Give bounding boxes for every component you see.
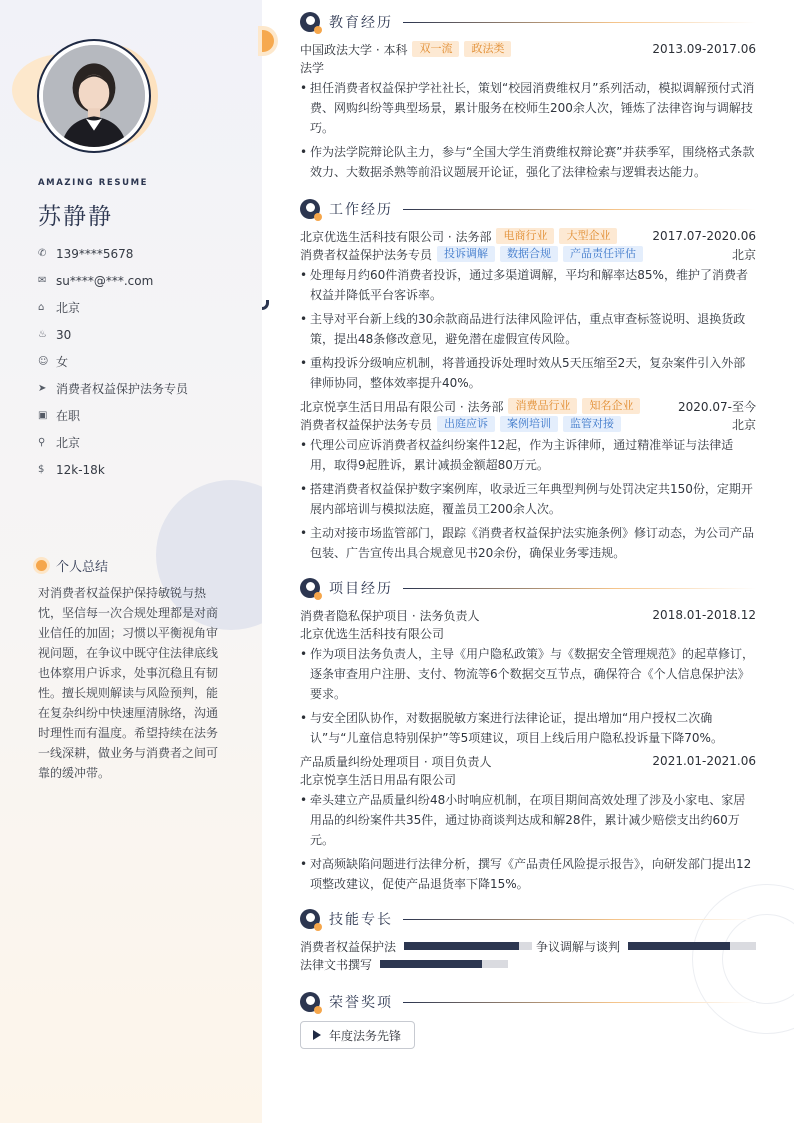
contact-info-text: 30 <box>56 327 72 342</box>
skill-bar-fill <box>628 942 730 950</box>
skill-name: 争议调解与谈判 <box>536 939 621 954</box>
contact-info-text: 12k-18k <box>56 462 105 477</box>
job-city: 北京 <box>731 247 756 262</box>
job-date: 2017.07-2020.06 <box>652 229 756 243</box>
contact-info-text: 女 <box>56 355 69 369</box>
skill-bar <box>380 960 508 968</box>
project-date: 2021.01-2021.06 <box>652 754 756 768</box>
job-city: 北京 <box>731 417 756 432</box>
section-divider <box>403 1002 756 1003</box>
section-header <box>300 11 756 33</box>
skill-name: 法律文书撰写 <box>300 957 373 972</box>
company-name: 北京优选生活科技有限公司 · 法务部 <box>300 229 492 244</box>
skill-item <box>300 955 508 973</box>
skill-item <box>536 937 756 955</box>
job-company-row <box>300 227 756 245</box>
list-item: • 处理每月约60件消费者投诉，通过多渠道调解，平均和解率达85%，维护了消费者权益并降低平台客诉率。 <box>300 265 756 305</box>
project-row <box>300 752 756 770</box>
contact-info-row <box>38 402 188 429</box>
section-divider <box>403 588 756 589</box>
section-title: 教育经历 <box>329 15 393 31</box>
list-item: • 作为项目法务负责人，主导《用户隐私政策》与《数据安全管理规范》的起草修订，逐条审查用户注册、支付、物流等6个数据交互节点，确保符合《个人信息保护法》要求。 <box>300 644 756 704</box>
job-bullets <box>300 265 756 393</box>
project-org-row <box>300 624 756 642</box>
award-name: 年度法务先锋 <box>329 1028 402 1043</box>
education-date: 2013.09-2017.06 <box>652 42 756 56</box>
position-tag: 案例培训 <box>500 416 558 432</box>
contact-info-row <box>38 321 188 348</box>
contact-info-row <box>38 375 188 402</box>
job-date: 2020.07-至今 <box>678 399 756 414</box>
summary-heading <box>36 556 108 575</box>
awards-section <box>300 991 756 1049</box>
section-title: 项目经历 <box>329 581 393 597</box>
job-position-row <box>300 245 756 263</box>
project-row <box>300 606 756 624</box>
salary-icon: $ <box>38 464 45 475</box>
contact-info-row <box>38 240 188 267</box>
school-name: 中国政法大学 · 本科 <box>300 42 408 57</box>
email-icon: ✉ <box>38 275 47 286</box>
project-bullets <box>300 790 756 894</box>
education-section <box>300 11 756 186</box>
sidebar <box>0 0 262 1123</box>
list-item: • 对高频缺陷问题进行法律分析，撰写《产品责任风险提示报告》，向研发部门提出12项整改建议，促使产品退货率下降15%。 <box>300 854 756 894</box>
section-icon <box>300 199 320 219</box>
project-org-row <box>300 770 756 788</box>
list-item: • 搭建消费者权益保护数字案例库，收录近三年典型判例与处罚决定共150份，定期开展内部培训与模拟法庭，覆盖员工200余人次。 <box>300 479 756 519</box>
decorative-half-circle <box>262 30 274 52</box>
project-bullets <box>300 644 756 748</box>
summary-title: 个人总结 <box>56 560 109 575</box>
section-icon <box>300 909 320 929</box>
contact-info-text: 在职 <box>56 409 81 423</box>
school-tag: 政法类 <box>464 41 511 57</box>
company-tag: 知名企业 <box>582 398 640 414</box>
position-tag: 监管对接 <box>563 416 621 432</box>
status-icon: ▣ <box>38 410 48 421</box>
major: 法学 <box>300 60 325 75</box>
contact-info-row <box>38 429 188 456</box>
position-name: 消费者权益保护法务专员 <box>300 247 433 262</box>
cake-icon: ♨ <box>38 329 47 340</box>
contact-info-row <box>38 348 188 375</box>
section-icon <box>300 992 320 1012</box>
job-company-row <box>300 397 756 415</box>
project-entry <box>300 606 756 748</box>
section-header <box>300 198 756 220</box>
decorative-mark <box>262 300 269 310</box>
job-position-row <box>300 415 756 433</box>
person-photo-icon <box>43 45 145 147</box>
position-tag: 产品责任评估 <box>563 246 643 262</box>
candidate-name: 苏静静 <box>38 204 113 230</box>
project-org: 北京优选生活科技有限公司 <box>300 626 445 641</box>
position-tag: 投诉调解 <box>437 246 495 262</box>
avatar-photo <box>43 45 145 147</box>
section-divider <box>403 22 756 23</box>
summary-text: 对消费者权益保护保持敏锐与热忱，坚信每一次合规处理都是对商业信任的加固；习惯以平衡视角审视问题，在争议中既守住法律底线也体察用户诉求，处事沉稳且有韧性。擅长规则解读与风险预判，能在复杂纠纷中快速厘清脉络，沟通时理性而有温度。希望持续在法务一线深耕，做业务与消费者之间可靠的缓冲带。 <box>38 586 219 780</box>
project-entry <box>300 752 756 894</box>
skills-row <box>300 955 756 973</box>
list-item: • 重构投诉分级响应机制，将普通投诉处理时效从5天压缩至2天，复杂案件引入外部律师协同，整体效率提升40%。 <box>300 353 756 393</box>
contact-info-list <box>38 240 188 483</box>
skill-bar <box>628 942 756 950</box>
work-section <box>300 198 756 567</box>
list-item: • 与安全团队协作，对数据脱敏方案进行法律论证，提出增加“用户授权二次确认”与“儿童信息特别保护”等5项建议，项目上线后用户隐私投诉量下降70%。 <box>300 708 756 748</box>
section-header <box>300 908 756 930</box>
skill-name: 消费者权益保护法 <box>300 939 397 954</box>
contact-info-row <box>38 456 188 483</box>
location-icon: ⚲ <box>38 437 46 448</box>
section-title: 技能专长 <box>329 912 393 928</box>
section-header <box>300 991 756 1013</box>
skills-row <box>300 937 756 955</box>
company-tag: 大型企业 <box>559 228 617 244</box>
job-entry <box>300 227 756 393</box>
position-tag: 出庭应诉 <box>437 416 495 432</box>
section-title: 工作经历 <box>329 202 393 218</box>
contact-info-text: 北京 <box>56 301 81 315</box>
section-divider <box>403 919 756 920</box>
education-row <box>300 40 756 58</box>
contact-info-row <box>38 267 188 294</box>
section-icon <box>300 12 320 32</box>
projects-section <box>300 577 756 898</box>
project-name: 消费者隐私保护项目 · 法务负责人 <box>300 608 480 623</box>
project-name: 产品质量纠纷处理项目 · 项目负责人 <box>300 754 492 769</box>
skill-bar-fill <box>380 960 482 968</box>
list-item: • 代理公司应诉消费者权益纠纷案件12起，作为主诉律师，通过精准举证与法律适用，取得9起胜诉，累计减损金额超80万元。 <box>300 435 756 475</box>
contact-info-row <box>38 294 188 321</box>
skill-bar-fill <box>404 942 519 950</box>
list-item: • 主导对平台新上线的30余款商品进行法律风险评估，重点审查标签说明、退换货政策，提出48条修改意见，避免潜在虚假宣传风险。 <box>300 309 756 349</box>
send-icon: ➤ <box>38 383 47 394</box>
section-icon <box>300 578 320 598</box>
contact-info-text: 消费者权益保护法务专员 <box>56 382 189 396</box>
list-item: • 作为法学院辩论队主力，参与“全国大学生消费维权辩论赛”并获季军，围绕格式条款效力、大数据杀熟等前沿议题展开论证，强化了法律检索与逻辑表达能力。 <box>300 142 756 182</box>
section-divider <box>403 209 756 210</box>
home-icon: ⌂ <box>38 302 45 313</box>
company-name: 北京悦享生活日用品有限公司 · 法务部 <box>300 399 504 414</box>
list-item: • 主动对接市场监管部门，跟踪《消费者权益保护法实施条例》修订动态，为公司产品包装、广告宣传出具合规意见书20余份，确保业务零违规。 <box>300 523 756 563</box>
company-tag: 消费品行业 <box>508 398 577 414</box>
section-title: 荣誉奖项 <box>329 995 393 1011</box>
section-header <box>300 577 756 599</box>
list-item: • 牵头建立产品质量纠纷48小时响应机制，在项目期间高效处理了涉及小家电、家居用品的纠纷案件共35件，通过协商谈判达成和解28件，累计减少赔偿支出约60万元。 <box>300 790 756 850</box>
phone-icon: ✆ <box>38 248 47 259</box>
school-tag: 双一流 <box>412 41 459 57</box>
project-org: 北京悦享生活日用品有限公司 <box>300 772 457 787</box>
job-entry <box>300 397 756 563</box>
education-bullets <box>300 78 756 182</box>
contact-info-text: 139****5678 <box>56 246 134 261</box>
gender-icon: ☺ <box>38 356 49 367</box>
project-date: 2018.01-2018.12 <box>652 608 756 622</box>
tagline: AMAZING RESUME <box>38 178 149 188</box>
company-tag: 电商行业 <box>496 228 554 244</box>
job-bullets <box>300 435 756 563</box>
contact-info-text: su****@***.com <box>56 273 154 288</box>
play-triangle-icon <box>313 1030 321 1040</box>
skill-item <box>300 937 532 955</box>
major-row <box>300 58 756 76</box>
award-badge <box>300 1021 415 1049</box>
skills-section <box>300 908 756 973</box>
position-tag: 数据合规 <box>500 246 558 262</box>
position-name: 消费者权益保护法务专员 <box>300 417 433 432</box>
contact-info-text: 北京 <box>56 436 81 450</box>
list-item: • 担任消费者权益保护学社社长，策划“校园消费维权月”系列活动，模拟调解预付式消费、网购纠纷等典型场景，累计服务在校师生200余人次，锤炼了法律咨询与调解技巧。 <box>300 78 756 138</box>
avatar <box>37 39 151 153</box>
skill-bar <box>404 942 532 950</box>
bullet-dot-icon <box>36 560 47 571</box>
